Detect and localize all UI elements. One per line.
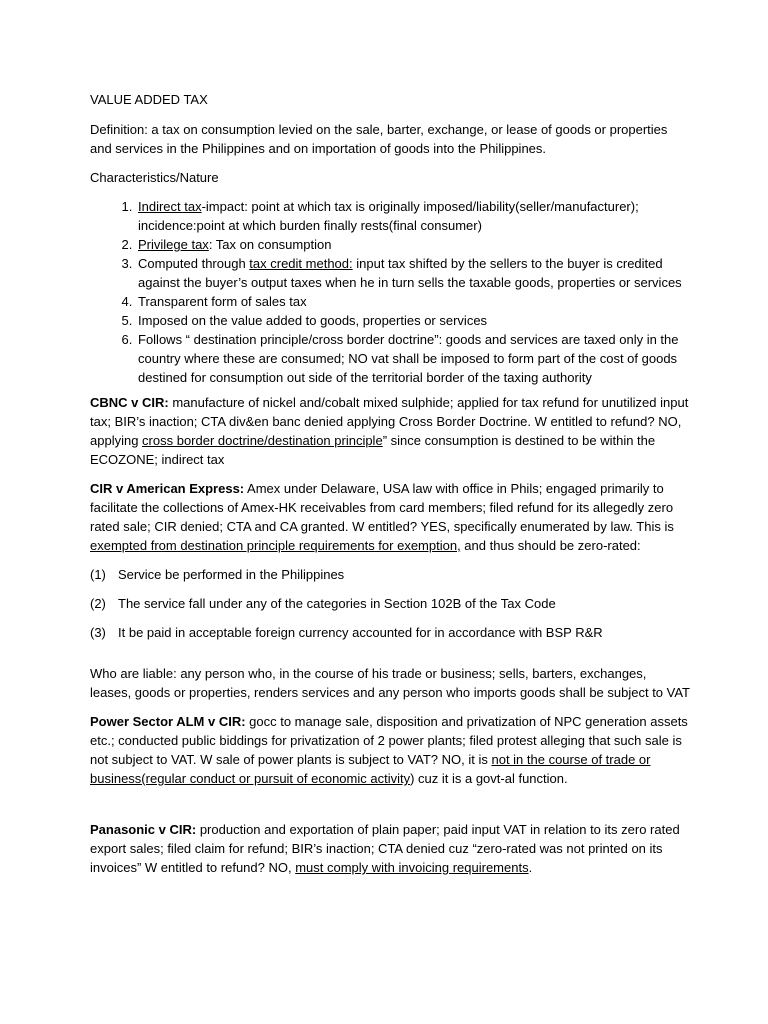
list-item: 1. Indirect tax-impact: point at which tax is originally imposed/liability(seller/manufacturer); incidence:point at which burden finally rests(final consumer) xyxy=(136,197,690,235)
requirement-item: (2) The service fall under any of the categories in Section 102B of the Tax Code xyxy=(90,596,556,611)
list-item: 6. Follows “ destination principle/cross border doctrine”: goods and services are taxed only in the country where these are consumed; NO vat shall be imposed to form part of the cost of goods destined for consumption out side of the territorial border of the taxing authority xyxy=(136,330,690,387)
definition-paragraph: Definition: a tax on consumption levied on the sale, barter, exchange, or lease of goods or properties and services in the Philippines and on importation of goods into the Philippines. xyxy=(90,122,668,156)
requirement-item: (3) It be paid in acceptable foreign currency accounted for in accordance with BSP R&R xyxy=(90,625,603,640)
case-psalm: Power Sector ALM v CIR: gocc to manage sale, disposition and privatization of NPC generation assets etc.; conducted public biddings for privatization of 2 power plants; filed protest alleging that such sale is not subject to VAT. W sale of power plants is subject to VAT? NO, it is not in the course of trade or business(regular conduct or pursuit of economic activity) cuz it is a govt-al function. xyxy=(90,714,688,786)
list-item: 3. Computed through tax credit method: input tax shifted by the sellers to the buyer is credited against the buyer’s output taxes when he in turn sells the taxable goods, properties or services xyxy=(136,254,690,292)
list-item: 4. Transparent form of sales tax xyxy=(136,292,690,311)
case-name: Power Sector ALM v CIR: xyxy=(90,714,246,729)
document-title: VALUE ADDED TAX xyxy=(90,92,208,107)
list-item: 2. Privilege tax: Tax on consumption xyxy=(136,235,690,254)
characteristics-heading: Characteristics/Nature xyxy=(90,170,219,185)
requirement-item: (1) Service be performed in the Philippines xyxy=(90,567,345,582)
case-amex: CIR v American Express: Amex under Delaware, USA law with office in Phils; engaged primarily to facilitate the collections of Amex-HK receivables from card members; filed refund for its allegedly zero rated sale; CIR denied; CTA and CA granted. W entitled? YES, specifically enumerated by law. This is exempted from destination principle requirements for exemption, and thus should be zero-rated: xyxy=(90,481,674,553)
case-cbnc: CBNC v CIR: manufacture of nickel and/cobalt mixed sulphide; applied for tax refund for unutilized input tax; BIR’s inaction; CTA div&en banc denied applying Cross Border Doctrine. W entitled to refund? NO, applying cross border doctrine/destination principle” since consumption is destined to be within the ECOZONE; indirect tax xyxy=(90,395,689,467)
case-name: Panasonic v CIR: xyxy=(90,822,197,837)
case-panasonic: Panasonic v CIR: production and exportation of plain paper; paid input VAT in relation to its zero rated export sales; filed claim for refund; BIR’s inaction; CTA denied cuz “zero-rated was not printed on its invoices” W entitled to refund? NO, must comply with invoicing requirements. xyxy=(90,822,680,875)
case-name: CIR v American Express: xyxy=(90,481,245,496)
document-body xyxy=(90,90,690,887)
liable-paragraph: Who are liable: any person who, in the course of his trade or business; sells, barters, exchanges, leases, goods or properties, renders services and any person who imports goods shall be subject to VAT xyxy=(90,666,690,700)
characteristics-list xyxy=(90,197,690,387)
case-name: CBNC v CIR: xyxy=(90,395,169,410)
list-item: 5. Imposed on the value added to goods, properties or services xyxy=(136,311,690,330)
